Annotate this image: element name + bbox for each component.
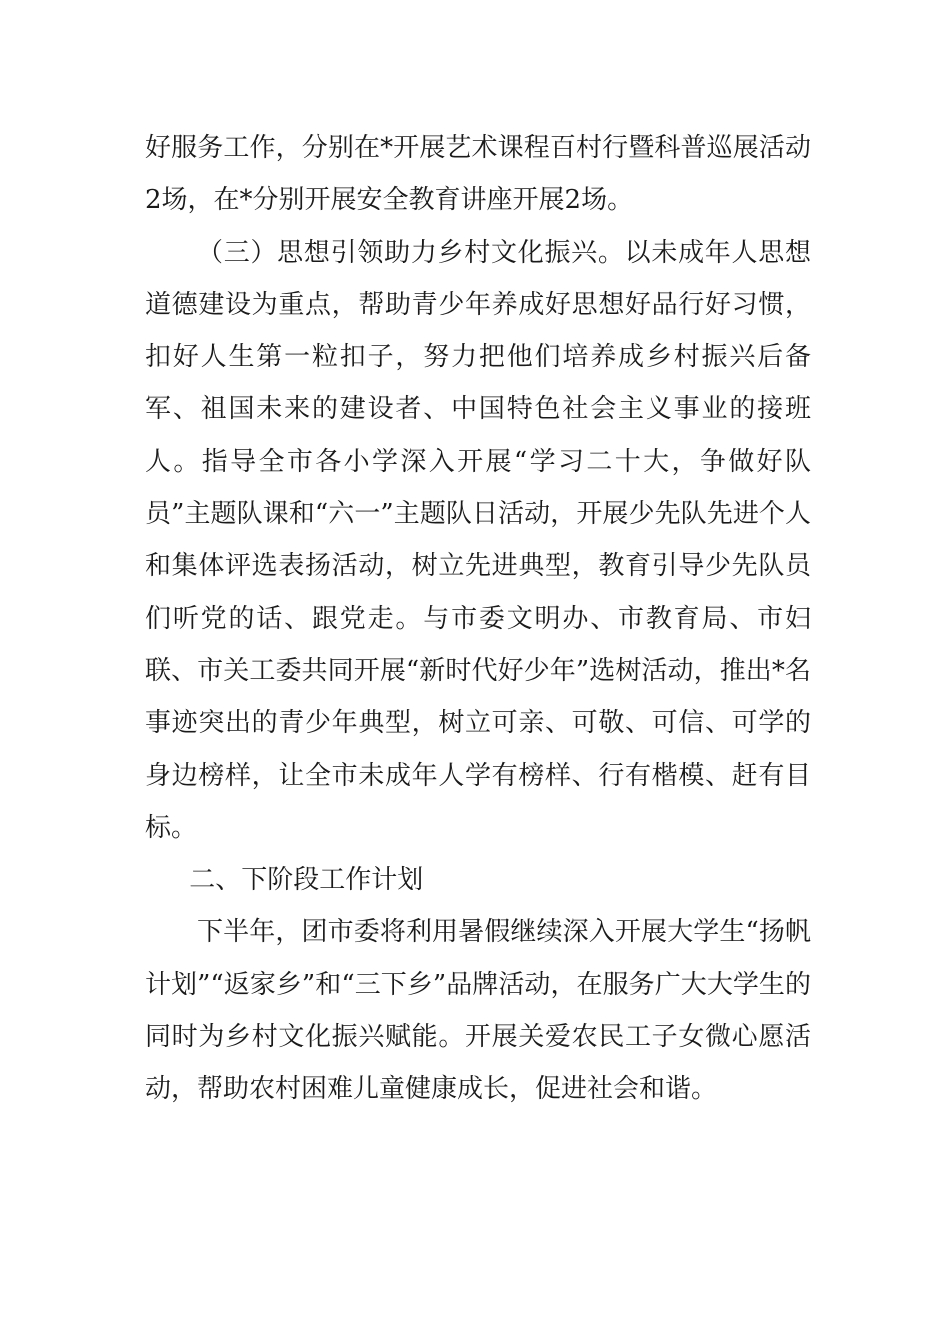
- paragraph-plan: 下半年，团市委将利用暑假继续深入开展大学生“扬帆计划”“返家乡”和“三下乡”品牌活动，在服务广大大学生的同时为乡村文化振兴赋能。开展关爱农民工子女微心愿活动，帮助农村困难儿童健康成长，促进社会和谐。: [145, 917, 811, 1105]
- section-heading: 二、下阶段工作计划: [189, 865, 424, 896]
- paragraph-continued: 好服务工作，分别在*开展艺术课程百村行暨科普巡展活动2场，在*分别开展安全教育讲座开展2场。: [145, 133, 811, 216]
- paragraph-section-three: （三）思想引领助力乡村文化振兴。以未成年人思想道德建设为重点，帮助青少年养成好思想好品行好习惯，扣好人生第一粒扣子，努力把他们培养成乡村振兴后备军、祖国未来的建设者、中国特色社会主义事业的接班人。指导全市各小学深入开展“学习二十大，争做好队员”主题队课和“六一”主题队日活动，开展少先队先进个人和集体评选表扬活动，树立先进典型，教育引导少先队员们听党的话、跟党走。与市委文明办、市教育局、市妇联、市关工委共同开展“新时代好少年”选树活动，推出*名事迹突出的青少年典型，树立可亲、可敬、可信、可学的身边榜样，让全市未成年人学有榜样、行有楷模、赶有目标。: [145, 237, 811, 843]
- document-body: [145, 122, 811, 1116]
